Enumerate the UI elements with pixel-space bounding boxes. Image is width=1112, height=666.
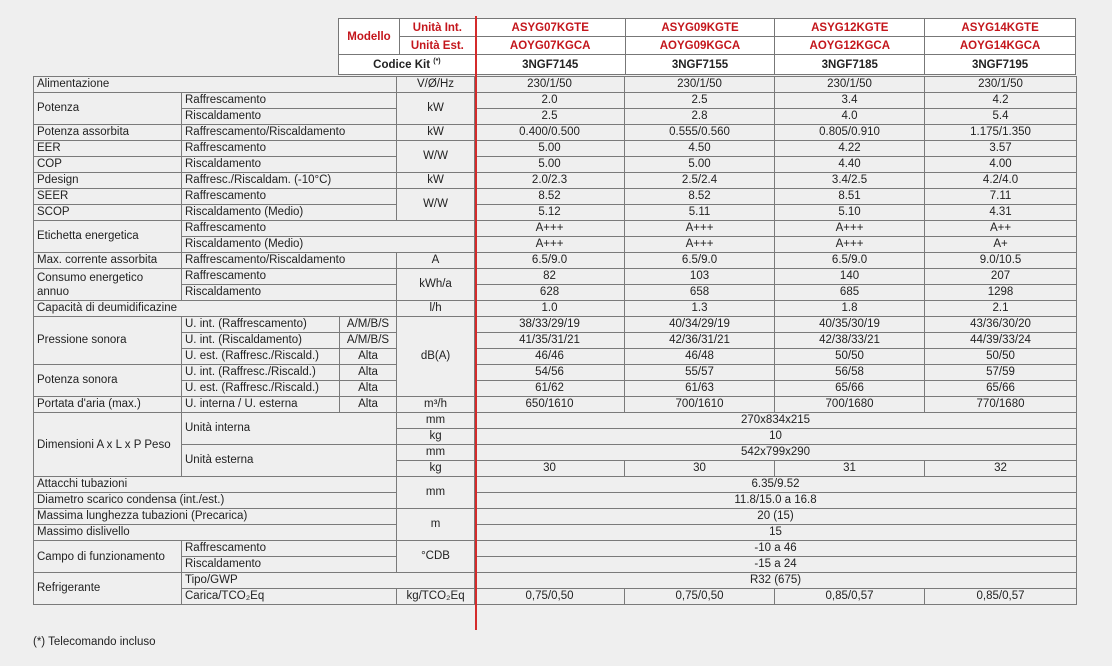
value-cell: 4.31 <box>925 205 1077 221</box>
mode-cell: A/M/B/S <box>340 317 397 333</box>
sub-label: Raffrescamento <box>182 189 397 205</box>
sub-label: Raffrescamento <box>182 221 475 237</box>
sub-label: Raffrescamento <box>182 541 397 557</box>
value-cell: 44/39/33/24 <box>925 333 1077 349</box>
sub-label: Riscaldamento <box>182 109 397 125</box>
value-cell: 685 <box>775 285 925 301</box>
value-cell: 6.5/9.0 <box>775 253 925 269</box>
row-label: Etichetta energetica <box>34 221 182 253</box>
row-deumidificazione <box>34 301 1077 317</box>
value-cell: 1.3 <box>625 301 775 317</box>
model-int-2: ASYG09KGTE <box>625 19 775 37</box>
row-lunghezza <box>34 509 1077 525</box>
unit-cell: mm <box>397 445 475 461</box>
value-cell: 20 (15) <box>475 509 1077 525</box>
value-cell: A+++ <box>775 237 925 253</box>
unit-cell: mm <box>397 413 475 429</box>
row-label: Pdesign <box>34 173 182 189</box>
row-campo-1 <box>34 541 1077 557</box>
unit-cell: m³/h <box>397 397 475 413</box>
value-cell: 0.805/0.910 <box>775 125 925 141</box>
row-label: SEER <box>34 189 182 205</box>
value-cell: 40/35/30/19 <box>775 317 925 333</box>
spec-table <box>33 76 1077 605</box>
row-pressione-1 <box>34 317 1077 333</box>
value-cell: 230/1/50 <box>625 77 775 93</box>
unit-cell: mm <box>397 477 475 509</box>
value-cell: 2.5/2.4 <box>625 173 775 189</box>
value-cell: 700/1680 <box>775 397 925 413</box>
row-label: Max. corrente assorbita <box>34 253 182 269</box>
sub-label: Riscaldamento <box>182 557 397 573</box>
alimentazione-label: Alimentazione <box>34 77 397 93</box>
row-portata <box>34 397 1077 413</box>
value-cell: -10 a 46 <box>475 541 1077 557</box>
sub-label: Raffresc./Riscaldam. (-10°C) <box>182 173 397 189</box>
row-diametro <box>34 493 1077 509</box>
sub-label: Raffrescamento <box>182 93 397 109</box>
value-cell: 8.51 <box>775 189 925 205</box>
value-cell: 207 <box>925 269 1077 285</box>
sub-label: Unità esterna <box>182 445 397 477</box>
row-dimensioni-1 <box>34 413 1077 429</box>
value-cell: 6.35/9.52 <box>475 477 1077 493</box>
potenza-label: Potenza <box>34 93 182 125</box>
row-label: Refrigerante <box>34 573 182 605</box>
value-cell: 140 <box>775 269 925 285</box>
value-cell: 4.50 <box>625 141 775 157</box>
value-cell: -15 a 24 <box>475 557 1077 573</box>
value-cell: 650/1610 <box>475 397 625 413</box>
value-cell: 61/62 <box>475 381 625 397</box>
row-scop <box>34 205 1077 221</box>
value-cell: A+++ <box>625 221 775 237</box>
row-cop <box>34 157 1077 173</box>
value-cell: 15 <box>475 525 1077 541</box>
value-cell: 1298 <box>925 285 1077 301</box>
header-table <box>338 18 1076 75</box>
value-cell: 6.5/9.0 <box>625 253 775 269</box>
value-cell: 50/50 <box>925 349 1077 365</box>
model-est-4: AOYG14KGCA <box>925 37 1076 55</box>
row-refrigerante-1 <box>34 573 1077 589</box>
row-label: Dimensioni A x L x P Peso <box>34 413 182 477</box>
value-cell: 7.11 <box>925 189 1077 205</box>
value-cell: 65/66 <box>775 381 925 397</box>
mode-cell: Alta <box>340 349 397 365</box>
sub-label: Raffrescamento/Riscaldamento <box>182 253 397 269</box>
row-attacchi <box>34 477 1077 493</box>
value-cell: 55/57 <box>625 365 775 381</box>
value-cell: 2.0/2.3 <box>475 173 625 189</box>
value-cell: 42/38/33/21 <box>775 333 925 349</box>
row-consumo-1 <box>34 269 1077 285</box>
sub-label: Riscaldamento <box>182 285 397 301</box>
value-cell: A++ <box>925 221 1077 237</box>
value-cell: 38/33/29/19 <box>475 317 625 333</box>
kit-code-4: 3NGF7195 <box>925 55 1076 75</box>
value-cell: 5.00 <box>475 157 625 173</box>
value-cell: A+++ <box>475 221 625 237</box>
value-cell: 4.22 <box>775 141 925 157</box>
row-campo-2 <box>34 557 1077 573</box>
unit-cell: kWh/a <box>397 269 475 301</box>
row-label: EER <box>34 141 182 157</box>
alimentazione-unit: V/Ø/Hz <box>397 77 475 93</box>
kit-code-2: 3NGF7155 <box>625 55 775 75</box>
model-int-1: ASYG07KGTE <box>475 19 625 37</box>
sub-label: U. int. (Riscaldamento) <box>182 333 340 349</box>
unit-cell: °CDB <box>397 541 475 573</box>
value-cell: 2.8 <box>625 109 775 125</box>
value-cell: 3.4/2.5 <box>775 173 925 189</box>
row-dimensioni-3 <box>34 445 1077 461</box>
value-cell: 3.57 <box>925 141 1077 157</box>
mode-cell: Alta <box>340 381 397 397</box>
unit-cell: kg <box>397 461 475 477</box>
value-cell: 4.00 <box>925 157 1077 173</box>
value-cell: 54/56 <box>475 365 625 381</box>
value-cell: 270x834x215 <box>475 413 1077 429</box>
model-int-4: ASYG14KGTE <box>925 19 1076 37</box>
value-cell: 30 <box>475 461 625 477</box>
value-cell: 46/48 <box>625 349 775 365</box>
model-int-3: ASYG12KGTE <box>775 19 925 37</box>
value-cell: 103 <box>625 269 775 285</box>
value-cell: 4.2/4.0 <box>925 173 1077 189</box>
value-cell: 542x799x290 <box>475 445 1077 461</box>
unit-cell: W/W <box>397 141 475 173</box>
row-label: Potenza sonora <box>34 365 182 397</box>
row-label: Diametro scarico condensa (int./est.) <box>34 493 397 509</box>
value-cell: 0,85/0,57 <box>775 589 925 605</box>
sub-label: Raffrescamento <box>182 269 397 285</box>
row-refrigerante-2 <box>34 589 1077 605</box>
unit-cell: m <box>397 509 475 541</box>
model-est-1: AOYG07KGCA <box>475 37 625 55</box>
sub-label: U. interna / U. esterna <box>182 397 340 413</box>
row-potenza-assorbita <box>34 125 1077 141</box>
unit-cell: W/W <box>397 189 475 221</box>
value-cell: 57/59 <box>925 365 1077 381</box>
mode-cell: A/M/B/S <box>340 333 397 349</box>
sub-label: Carica/TCO₂Eq <box>182 589 397 605</box>
row-potenza-sonora-1 <box>34 365 1077 381</box>
value-cell: 5.10 <box>775 205 925 221</box>
value-cell: 0.555/0.560 <box>625 125 775 141</box>
value-cell: 230/1/50 <box>775 77 925 93</box>
value-cell: 41/35/31/21 <box>475 333 625 349</box>
unit-cell: dB(A) <box>397 317 475 397</box>
value-cell: 6.5/9.0 <box>475 253 625 269</box>
value-cell: 65/66 <box>925 381 1077 397</box>
value-cell: 8.52 <box>475 189 625 205</box>
sub-label: U. int. (Raffresc./Riscald.) <box>182 365 340 381</box>
value-cell: 82 <box>475 269 625 285</box>
value-cell: 4.2 <box>925 93 1077 109</box>
sub-label: U. est. (Raffresc./Riscald.) <box>182 349 340 365</box>
row-label: Attacchi tubazioni <box>34 477 397 493</box>
value-cell: 42/36/31/21 <box>625 333 775 349</box>
unit-cell: kg <box>397 429 475 445</box>
sub-label: U. est. (Raffresc./Riscald.) <box>182 381 340 397</box>
unit-cell: l/h <box>397 301 475 317</box>
unit-cell: kg/TCO₂Eq <box>397 589 475 605</box>
row-label: Capacità di deumidificazine <box>34 301 397 317</box>
row-label: Massimo dislivello <box>34 525 397 541</box>
value-cell: 43/36/30/20 <box>925 317 1077 333</box>
value-cell: 770/1680 <box>925 397 1077 413</box>
row-max-corrente <box>34 253 1077 269</box>
value-cell: 32 <box>925 461 1077 477</box>
row-etichetta-2 <box>34 237 1077 253</box>
value-cell: 30 <box>625 461 775 477</box>
row-pdesign <box>34 173 1077 189</box>
value-cell: 5.12 <box>475 205 625 221</box>
value-cell: 31 <box>775 461 925 477</box>
unita-est-label: Unità Est. <box>399 37 475 55</box>
value-cell: 230/1/50 <box>475 77 625 93</box>
row-label: SCOP <box>34 205 182 221</box>
model-est-3: AOYG12KGCA <box>775 37 925 55</box>
value-cell: 2.0 <box>475 93 625 109</box>
value-cell: 3.4 <box>775 93 925 109</box>
value-cell: 700/1610 <box>625 397 775 413</box>
row-label: Potenza assorbita <box>34 125 182 141</box>
sub-label: Raffrescamento <box>182 141 397 157</box>
value-cell: 2.1 <box>925 301 1077 317</box>
unit-cell: kW <box>397 173 475 189</box>
value-cell: 11.8/15.0 a 16.8 <box>475 493 1077 509</box>
sub-label: Raffrescamento/Riscaldamento <box>182 125 397 141</box>
row-pressione-2 <box>34 333 1077 349</box>
value-cell: 5.4 <box>925 109 1077 125</box>
row-potenza-1 <box>34 93 1077 109</box>
row-label: Campo di funzionamento <box>34 541 182 573</box>
value-cell: 50/50 <box>775 349 925 365</box>
modello-label: Modello <box>339 19 400 55</box>
sub-label: U. int. (Raffrescamento) <box>182 317 340 333</box>
sub-label: Riscaldamento <box>182 157 397 173</box>
value-cell: 628 <box>475 285 625 301</box>
value-cell: 46/46 <box>475 349 625 365</box>
value-cell: A+++ <box>625 237 775 253</box>
codice-kit-label: Codice Kit (*) <box>339 55 476 75</box>
value-cell: 8.52 <box>625 189 775 205</box>
value-cell: 658 <box>625 285 775 301</box>
footnote: (*) Telecomando incluso <box>33 636 156 648</box>
value-cell: 0,75/0,50 <box>475 589 625 605</box>
value-cell: 2.5 <box>475 109 625 125</box>
value-cell: 2.5 <box>625 93 775 109</box>
sub-label: Tipo/GWP <box>182 573 475 589</box>
kit-code-1: 3NGF7145 <box>475 55 625 75</box>
row-alimentazione <box>34 77 1077 93</box>
value-cell: 5.00 <box>475 141 625 157</box>
value-cell: A+++ <box>475 237 625 253</box>
value-cell: 230/1/50 <box>925 77 1077 93</box>
value-cell: 61/63 <box>625 381 775 397</box>
value-cell: 40/34/29/19 <box>625 317 775 333</box>
row-potenza-sonora-2 <box>34 381 1077 397</box>
value-cell: 1.175/1.350 <box>925 125 1077 141</box>
mode-cell: Alta <box>340 397 397 413</box>
row-seer <box>34 189 1077 205</box>
row-label: COP <box>34 157 182 173</box>
value-cell: A+++ <box>775 221 925 237</box>
value-cell: 56/58 <box>775 365 925 381</box>
sub-label: Unità interna <box>182 413 397 445</box>
value-cell: 9.0/10.5 <box>925 253 1077 269</box>
mode-cell: Alta <box>340 365 397 381</box>
row-eer <box>34 141 1077 157</box>
unit-cell: kW <box>397 125 475 141</box>
value-cell: 10 <box>475 429 1077 445</box>
row-etichetta-1 <box>34 221 1077 237</box>
value-cell: 1.8 <box>775 301 925 317</box>
kit-code-3: 3NGF7185 <box>775 55 925 75</box>
value-cell: 4.40 <box>775 157 925 173</box>
model-est-2: AOYG09KGCA <box>625 37 775 55</box>
row-pressione-3 <box>34 349 1077 365</box>
value-cell: 0,75/0,50 <box>625 589 775 605</box>
row-dislivello <box>34 525 1077 541</box>
row-consumo-2 <box>34 285 1077 301</box>
unit-cell: kW <box>397 93 475 125</box>
value-cell: 5.11 <box>625 205 775 221</box>
value-cell: 5.00 <box>625 157 775 173</box>
row-label: Pressione sonora <box>34 317 182 365</box>
value-cell: A+ <box>925 237 1077 253</box>
red-divider-line <box>475 16 477 630</box>
row-label: Massima lunghezza tubazioni (Precarica) <box>34 509 397 525</box>
row-potenza-2 <box>34 109 1077 125</box>
row-label: Consumo energetico annuo <box>34 269 182 301</box>
value-cell: 1.0 <box>475 301 625 317</box>
sub-label: Riscaldamento (Medio) <box>182 205 397 221</box>
value-cell: R32 (675) <box>475 573 1077 589</box>
value-cell: 0.400/0.500 <box>475 125 625 141</box>
row-label: Portata d'aria (max.) <box>34 397 182 413</box>
unita-int-label: Unità Int. <box>399 19 475 37</box>
value-cell: 0,85/0,57 <box>925 589 1077 605</box>
unit-cell: A <box>397 253 475 269</box>
value-cell: 4.0 <box>775 109 925 125</box>
sub-label: Riscaldamento (Medio) <box>182 237 475 253</box>
